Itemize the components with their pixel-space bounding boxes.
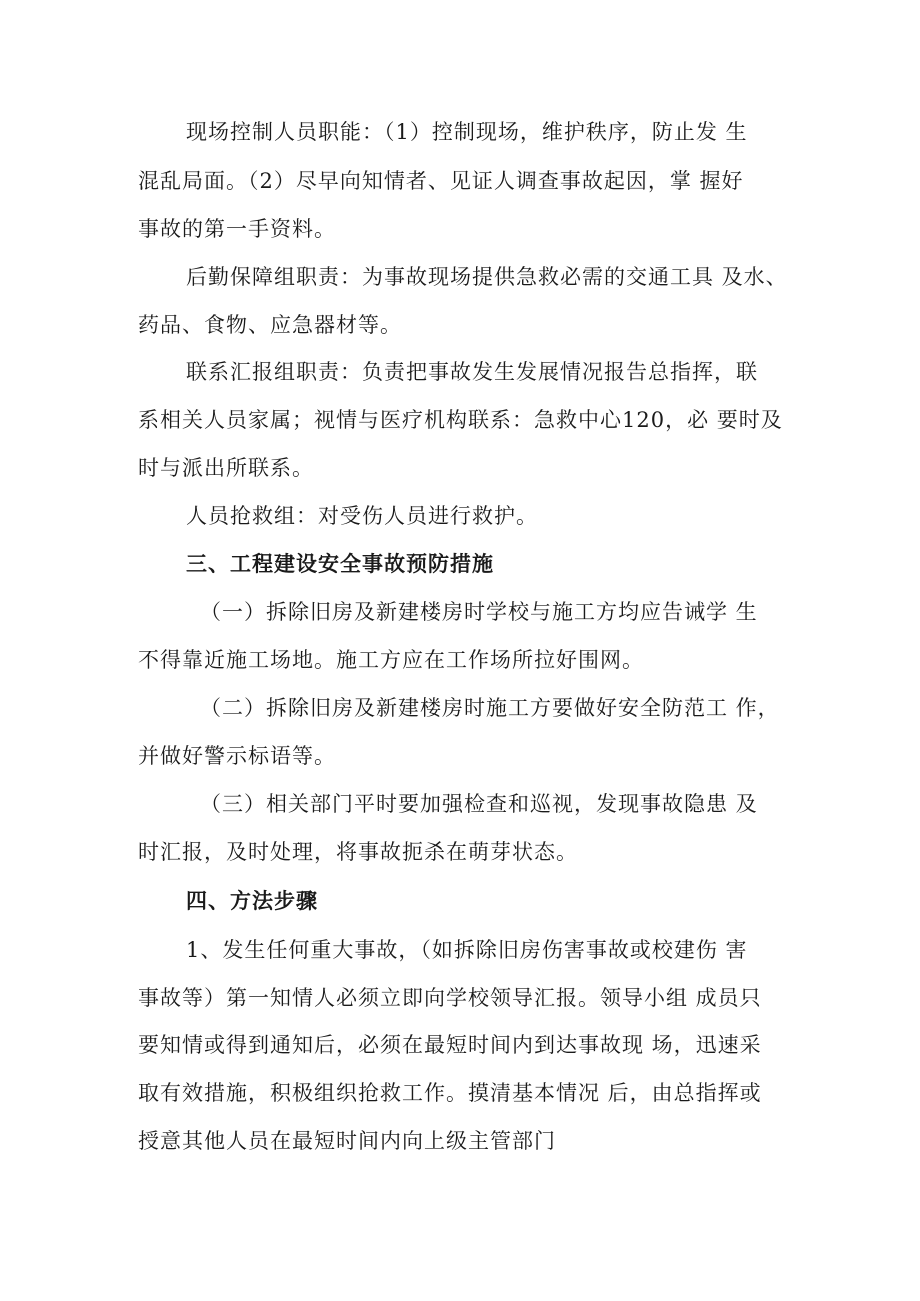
paragraph-5-line-2: 不得靠近施工场地。施工方应在工作场所拉好围网。 [138, 648, 644, 672]
paragraph-8-line-5: 授意其他人员在最短时间内向上级主管部门 [138, 1129, 556, 1153]
paragraph-8-line-4: 取有效措施，积极组织抢救工作。摸清基本情况 后，由总指挥或 [138, 1081, 762, 1105]
paragraph-1-line-2: 混乱局面。（2）尽早向知情者、见证人调查事故起因，掌 握好 [138, 169, 744, 193]
paragraph-8-line-2: 事故等）第一知情人必须立即向学校领导汇报。领导小组 成员只 [138, 986, 762, 1010]
document-body [138, 0, 798, 1301]
paragraph-3-line-2: 系相关人员家属；视情与医疗机构联系：急救中心120，必 要时及 [138, 408, 783, 432]
paragraph-8-line-3: 要知情或得到通知后，必须在最短时间内到达事故现 场，迅速采 [138, 1033, 762, 1057]
paragraph-7-line-2: 时汇报，及时处理，将事故扼杀在萌芽状态。 [138, 840, 578, 864]
paragraph-7-line-1: （三）相关部门平时要加强检查和巡视，发现事故隐患 及 [200, 792, 758, 816]
section-heading-4: 四、方法步骤 [186, 889, 318, 913]
paragraph-5-line-1: （一）拆除旧房及新建楼房时学校与施工方均应告诫学 生 [200, 600, 758, 624]
paragraph-2-line-2: 药品、食物、应急器材等。 [138, 313, 402, 337]
paragraph-4-line-1: 人员抢救组：对受伤人员进行救护。 [186, 504, 538, 528]
paragraph-3-line-1: 联系汇报组职责：负责把事故发生发展情况报告总指挥，联 [186, 360, 758, 384]
paragraph-6-line-1: （二）拆除旧房及新建楼房时施工方要做好安全防范工 作， [200, 696, 780, 720]
paragraph-6-line-2: 并做好警示标语等。 [138, 744, 336, 768]
section-heading-3: 三、工程建设安全事故预防措施 [186, 552, 494, 576]
paragraph-8-line-1: 1、发生任何重大事故，（如拆除旧房伤害事故或校建伤 害 [186, 938, 748, 962]
paragraph-2-line-1: 后勤保障组职责：为事故现场提供急救必需的交通工具 及水、 [186, 265, 788, 289]
paragraph-1-line-1: 现场控制人员职能：（1）控制现场，维护秩序，防止发 生 [186, 120, 748, 144]
paragraph-3-line-3: 时与派出所联系。 [138, 456, 314, 480]
paragraph-1-line-3: 事故的第一手资料。 [138, 217, 336, 241]
